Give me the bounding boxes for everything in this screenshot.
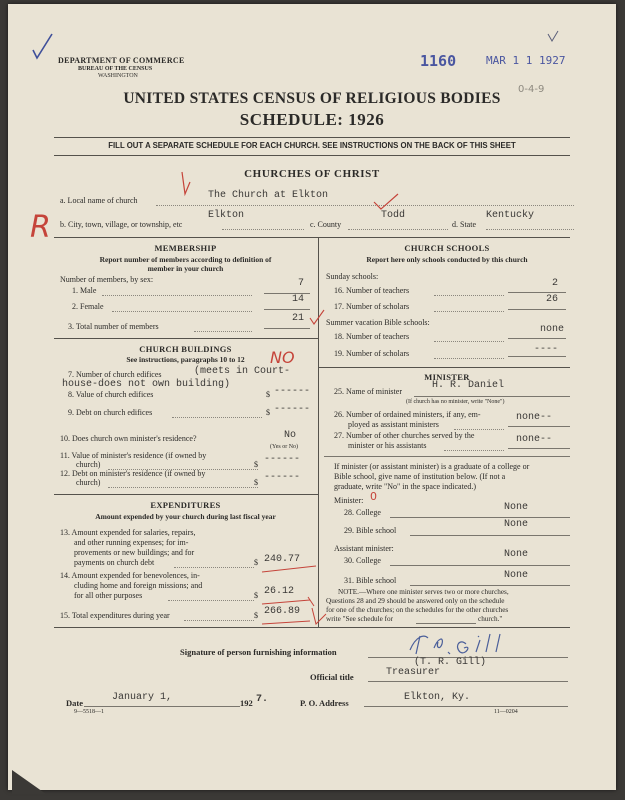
other-churches-value: none-- — [516, 434, 553, 445]
denomination-title: CHURCHES OF CHRIST — [244, 168, 380, 180]
state-label: d. State — [452, 220, 476, 229]
po-address-label: P. O. Address — [300, 698, 349, 708]
year-prefix: 192 — [240, 698, 253, 708]
city-label: b. City, town, village, or township, etc — [60, 220, 183, 229]
running-expenses-label-3: provements or new buildings; and for — [74, 548, 195, 557]
other-churches-label-2: minister or his assistants — [348, 441, 427, 450]
minister-name-hint: (If church has no minister, write "None") — [406, 399, 505, 405]
residence-owned-value: No — [284, 430, 297, 441]
local-name-label: a. Local name of church — [60, 196, 138, 205]
benevolences-value: 26.12 — [264, 586, 295, 597]
red-checkmark-icon-3 — [308, 308, 326, 328]
handwritten-signature — [404, 630, 514, 658]
edifices-count-value: (meets in Court- — [194, 366, 291, 377]
residence-value: ------ — [264, 454, 301, 465]
bureau-city: WASHINGTON — [98, 73, 138, 79]
running-expenses-label-4: payments on church debt — [74, 558, 155, 567]
membership-heading: MEMBERSHIP — [154, 243, 217, 253]
date-label: Date — [66, 698, 83, 708]
male-label: 1. Male — [72, 286, 97, 295]
dollar-sign-12: $ — [254, 478, 258, 487]
edifices-count-label: 7. Number of church edifices — [68, 370, 162, 379]
female-label: 2. Female — [72, 302, 104, 311]
assistant-college-label: 30. College — [344, 556, 381, 565]
county-label: c. County — [310, 220, 342, 229]
form-number: 9—5518—1 — [74, 709, 104, 715]
dollar-sign-11: $ — [254, 460, 258, 469]
residence-debt-label: 12. Debt on minister's residence (if owned by — [60, 469, 206, 478]
minister-note-2: Questions 28 and 29 should be answered only on the schedule — [326, 597, 505, 605]
total-expenditures-value: 266.89 — [264, 606, 301, 617]
ordained-value: none-- — [516, 412, 553, 423]
residence-debt-value: ------ — [264, 472, 301, 483]
assistant-bible-school-value: None — [504, 570, 529, 581]
signature-label: Signature of person furnishing information — [180, 647, 337, 657]
residence-owned-label: 10. Does church own minister's residence? — [60, 434, 197, 443]
edifices-value: ------ — [274, 386, 311, 397]
summer-schools-label: Summer vacation Bible schools: — [326, 318, 430, 327]
edifices-debt-value: ------ — [274, 404, 311, 415]
sunday-teachers-value: 2 — [551, 278, 558, 289]
census-schedule-page — [8, 4, 616, 790]
expenditures-note: Amount expended by your church during last fiscal year — [95, 512, 276, 521]
state-value: Kentucky — [486, 210, 535, 221]
instruction-line: FILL OUT A SEPARATE SCHEDULE FOR EACH CHURCH. SEE INSTRUCTIONS ON THE BACK OF THIS SHEET — [108, 141, 516, 150]
po-address-value: Elkton, Ky. — [404, 692, 471, 703]
church-schools-heading: CHURCH SCHOOLS — [404, 243, 490, 253]
female-value: 14 — [291, 294, 304, 305]
minister-college-value: None — [504, 502, 529, 513]
city-value: Elkton — [208, 210, 245, 221]
minister-note-1: NOTE.—Where one minister serves two or more churches, — [338, 588, 509, 596]
edifices-value-label: 8. Value of church edifices — [68, 390, 154, 399]
dollar-sign-14: $ — [254, 591, 258, 600]
membership-note-1: Report number of members according to definition of — [99, 255, 272, 264]
minister-name-label: 25. Name of minister — [334, 387, 402, 396]
dollar-sign-9: $ — [266, 408, 270, 417]
minister-college-label: 28. College — [344, 508, 381, 517]
running-expenses-label-1: 13. Amount expended for salaries, repairs, — [60, 528, 196, 537]
minister-bible-school-value: None — [504, 519, 529, 530]
date-value: January 1, — [112, 692, 173, 703]
dollar-sign-8: $ — [266, 390, 270, 399]
red-tally-marks — [260, 564, 330, 630]
minister-note-4: write "See schedule for — [326, 615, 393, 623]
schedule-year: SCHEDULE: 1926 — [239, 110, 385, 129]
small-checkmark-icon — [546, 30, 560, 44]
benevolences-label-3: for all other purposes — [74, 591, 143, 600]
minister-bible-school-label: 29. Bible school — [344, 526, 397, 535]
minister-heading: MINISTER — [424, 372, 470, 382]
summer-teachers-value: none — [539, 324, 564, 335]
schedule-number: 1160 — [420, 52, 457, 70]
running-expenses-value: 240.77 — [264, 554, 301, 565]
minister-note-3: for one of the churches; on the schedules for the other churches — [326, 606, 509, 614]
benevolences-label-1: 14. Amount expended for benevolences, in- — [60, 571, 200, 580]
summer-scholars-label: 19. Number of scholars — [334, 349, 410, 358]
minister-name-value: H. R. Daniel — [432, 380, 505, 391]
official-title-label: Official title — [310, 672, 354, 682]
county-value: Todd — [381, 210, 406, 221]
sunday-scholars-label: 17. Number of scholars — [334, 302, 410, 311]
ordained-label-1: 26. Number of ordained ministers, if any, em- — [334, 410, 481, 419]
minister-red-mark: 0 — [370, 490, 377, 503]
graduate-instructions-1: If minister (or assistant minister) is a graduate of a college or — [334, 462, 530, 471]
assistant-bible-school-label: 31. Bible school — [344, 576, 397, 585]
margin-mark: R — [30, 210, 51, 245]
edifices-no-note: NO — [270, 348, 295, 367]
red-checkmark-icon — [180, 170, 192, 198]
male-value: 7 — [297, 278, 304, 289]
sunday-schools-label: Sunday schools: — [326, 272, 379, 281]
total-members-label: 3. Total number of members — [68, 322, 159, 331]
received-date-stamp: MAR 1 1 1927 — [486, 54, 566, 67]
other-churches-label-1: 27. Number of other churches served by the — [334, 431, 475, 440]
ordained-label-2: ployed as assistant ministers — [348, 420, 439, 429]
yes-no-hint: (Yes or No) — [270, 444, 299, 450]
members-by-sex-label: Number of members, by sex: — [60, 275, 154, 284]
local-name-value: The Church at Elkton — [208, 190, 329, 201]
bureau-name: BUREAU OF THE CENSUS — [78, 66, 153, 72]
church-buildings-heading: CHURCH BUILDINGS — [139, 344, 232, 354]
minister-subheading: Minister: — [334, 496, 364, 505]
graduate-instructions-3: graduate, write "No" in the space indicated.) — [334, 482, 477, 491]
minister-note-5: church." — [478, 615, 503, 623]
department-name: DEPARTMENT OF COMMERCE — [58, 56, 185, 65]
form-number-2: 11—0204 — [494, 709, 518, 715]
assistant-college-value: None — [504, 549, 529, 560]
assistant-subheading: Assistant minister: — [334, 544, 394, 553]
official-title-value: Treasurer — [386, 667, 441, 678]
edifices-debt-label: 9. Debt on church edifices — [68, 408, 153, 417]
membership-note-2: member in your church — [147, 264, 224, 273]
running-expenses-label-2: and other running expenses; for im- — [74, 538, 189, 547]
blue-checkmark-icon — [28, 32, 58, 64]
sunday-scholars-value: 26 — [545, 294, 558, 305]
church-schools-note: Report here only schools conducted by this church — [366, 255, 528, 264]
church-buildings-note: See instructions, paragraphs 10 to 12 — [126, 355, 245, 364]
dollar-sign-15: $ — [254, 611, 258, 620]
sunday-teachers-label: 16. Number of teachers — [334, 286, 410, 295]
total-members-value: 21 — [291, 313, 304, 324]
residence-value-label-2: church) — [76, 460, 101, 469]
year-suffix: 7. — [256, 694, 269, 705]
total-expenditures-label: 15. Total expenditures during year — [60, 611, 170, 620]
signer-name: (T. R. Gill) — [414, 657, 487, 668]
expenditures-heading: EXPENDITURES — [150, 500, 221, 510]
edifices-note: house-does not own building) — [62, 379, 231, 390]
graduate-instructions-2: Bible school, give name of institution below. (If not a — [334, 472, 506, 481]
residence-value-label: 11. Value of minister's residence (if owned by — [60, 451, 207, 460]
benevolences-label-2: cluding home and foreign missions; and — [74, 581, 203, 590]
residence-debt-label-2: church) — [76, 478, 101, 487]
summer-teachers-label: 18. Number of teachers — [334, 332, 410, 341]
reference-mark: 0-4-9 — [518, 84, 545, 95]
dollar-sign-13: $ — [254, 558, 258, 567]
summer-scholars-value: ---- — [533, 344, 558, 355]
form-title: UNITED STATES CENSUS OF RELIGIOUS BODIES — [123, 90, 501, 107]
